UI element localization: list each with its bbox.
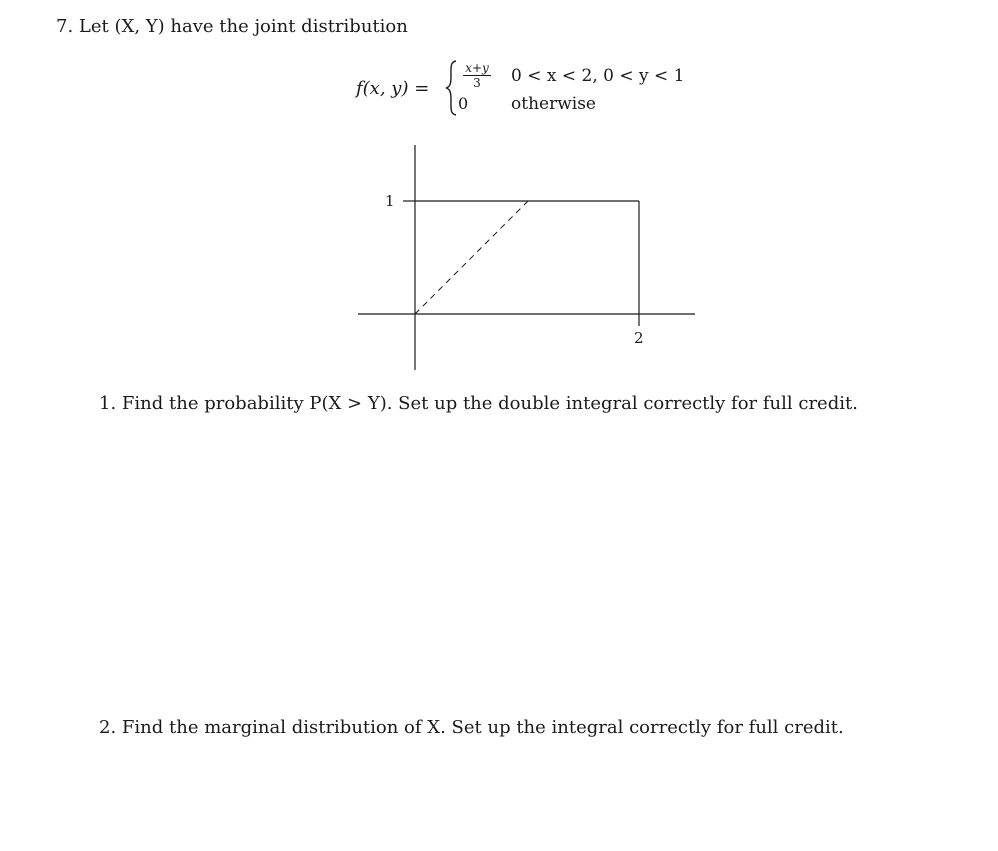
question-1-number: 1. xyxy=(99,393,117,414)
left-brace-icon xyxy=(444,60,458,116)
question-2-text: Find the marginal distribution of X. Set up the integral correctly for full credit. xyxy=(121,717,844,738)
case2-value: 0 xyxy=(458,94,469,113)
question-1 xyxy=(99,393,858,415)
dashed-diagonal-line xyxy=(415,201,528,314)
support-region-figure xyxy=(350,140,710,380)
problem-intro: Let (X, Y) have the joint distribution xyxy=(78,16,408,37)
question-1-text: Find the probability P(X > Y). Set up the double integral correctly for full credit. xyxy=(121,393,858,414)
x-tick-label: 2 xyxy=(634,329,644,347)
y-tick-label: 1 xyxy=(385,192,395,210)
joint-density-equation xyxy=(356,58,716,118)
question-2-number: 2. xyxy=(99,717,117,738)
case2-condition: otherwise xyxy=(511,94,596,114)
figure-svg xyxy=(350,140,710,380)
fraction-numerator: x+y xyxy=(465,61,489,75)
case1-condition: 0 < x < 2, 0 < y < 1 xyxy=(511,66,685,86)
problem-heading xyxy=(56,16,408,38)
problem-number: 7. xyxy=(56,16,74,37)
question-2 xyxy=(99,717,844,739)
equation-lhs: f(x, y) = xyxy=(356,78,430,99)
fraction-denominator: 3 xyxy=(473,76,481,90)
density-fraction xyxy=(460,62,494,89)
